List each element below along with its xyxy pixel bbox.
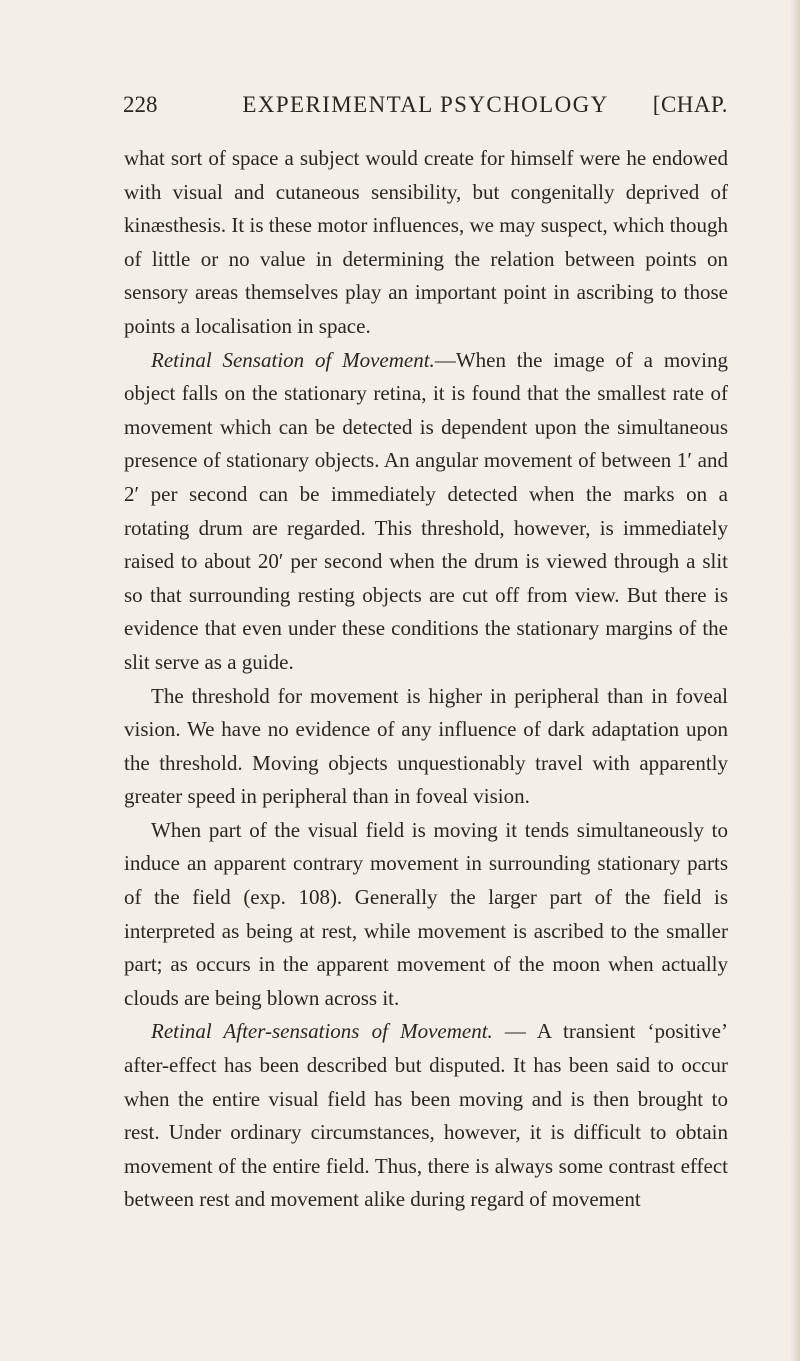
running-title: EXPERIMENTAL PSYCHOLOGY — [242, 92, 609, 117]
page-number: 228 — [123, 92, 158, 117]
paragraph-retinal-sensation — [124, 344, 728, 680]
paragraph-after-sensations — [124, 1015, 728, 1217]
paragraph-text: what sort of space a subject would create for himself were he endowed with visual and cutaneous sensibility, but congenitally deprived of kinæsthesis. It is these motor influences, we may suspect, which though of little or no value in determining the relation between points on sensory areas themselves play an important point in ascribing to those points a localisation in space. — [124, 146, 728, 338]
paragraph-threshold — [124, 680, 728, 814]
running-header — [123, 92, 728, 124]
chapter-mark: [CHAP. — [652, 92, 728, 117]
page-edge-shadow — [790, 0, 800, 1361]
page-body — [124, 142, 728, 1217]
paragraph-text: — A transient ‘positive’ after-effect has been described but disputed. It has been said to occur when the entire visual field has been moving and is then brought to rest. Under ordinary circumstances, however, it is difficult to obtain movement of the entire field. Thus, there is always some contrast effect between rest and movement alike during regard of movement — [124, 1019, 728, 1212]
paragraph-text: —When the image of a moving object falls on the stationary retina, it is found that the smallest rate of movement which can be detected is dependent upon the simultaneous presence of stationary objects. An angular movement of between 1′ and 2′ per second can be immediately detected when the marks on a rotating drum are regarded. This threshold, however, is immediately raised to about 20′ per second when the drum is viewed through a slit so that surrounding resting objects are cut off from view. But there is evidence that even under these conditions the stationary margins of the slit serve as a guide. — [124, 347, 728, 674]
paragraph-contrary-movement — [124, 814, 728, 1016]
paragraph-text: When part of the visual field is moving it tends simultaneously to induce an apparent contrary movement in surrounding stationary parts of the field (exp. 108). Generally the larger part of the field is interpreted as being at rest, while movement is ascribed to the smaller part; as occurs in the apparent movement of the moon when actually clouds are being blown across it. — [124, 817, 728, 1010]
paragraph-text: The threshold for movement is higher in peripheral than in foveal vision. We have no evidence of any influence of dark adaptation upon the threshold. Moving objects unquestionably travel with apparently greater speed in peripheral than in foveal vision. — [124, 683, 728, 809]
section-heading: Retinal After-sensations of Movement. — [151, 1019, 493, 1044]
paragraph-continuation — [124, 142, 728, 344]
section-heading: Retinal Sensation of Movement. — [151, 347, 435, 372]
